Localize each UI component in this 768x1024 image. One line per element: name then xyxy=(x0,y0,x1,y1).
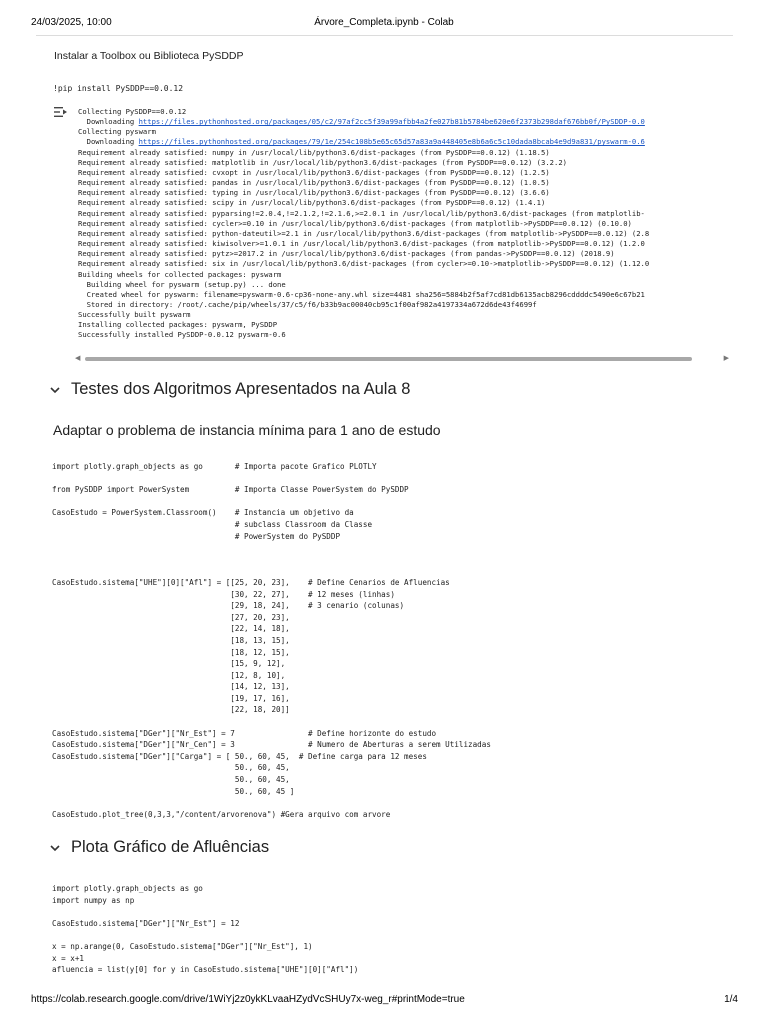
output-line xyxy=(78,158,726,168)
output-line xyxy=(78,290,726,300)
output-line-text: Building wheel for pyswarm (setup.py) ... done xyxy=(78,279,286,289)
output-line xyxy=(78,259,726,269)
print-datetime: 24/03/2025, 10:00 xyxy=(31,17,112,28)
output-line xyxy=(78,300,726,310)
output-line-text: Downloading xyxy=(78,137,139,147)
code-line: [27, 20, 23], xyxy=(52,612,290,622)
code-line: CasoEstudo.sistema["DGer"]["Nr_Cen"] = 3 # Numero de Aberturas a serem Utilizadas xyxy=(52,740,491,750)
output-line-text: Requirement already satisfied: pyparsing!=2.0.4,!=2.1.2,!=2.1.6,>=2.0.1 in /usr/local/lib/python3.6/dist-packages (from matplotlib- xyxy=(78,208,645,218)
output-line-text: Downloading xyxy=(78,117,139,127)
code-line: CasoEstudo.sistema["DGer"]["Carga"] = [ 50., 60, 45, # Define carga para 12 meses xyxy=(52,751,427,761)
chevron-down-icon[interactable] xyxy=(48,383,62,397)
code-line: [14, 12, 13], xyxy=(52,682,290,692)
code-cell-caso-estudo[interactable] xyxy=(52,461,491,820)
output-line xyxy=(78,270,726,280)
code-line: [19, 17, 16], xyxy=(52,693,290,703)
code-line: CasoEstudo = PowerSystem.Classroom() # Instancia um objetivo da xyxy=(52,508,354,518)
output-line xyxy=(78,148,726,158)
output-line-text: Collecting PySDDP==0.0.12 xyxy=(78,107,187,116)
code-line xyxy=(52,554,491,566)
scroll-right-arrow-icon[interactable]: ▶ xyxy=(723,355,729,362)
output-line-text: Requirement already satisfied: pandas in /usr/local/lib/python3.6/dist-packages (from PySDDP==0.0.12) (1.0.5) xyxy=(78,178,550,188)
output-line xyxy=(78,209,726,219)
code-line xyxy=(52,496,491,508)
code-line xyxy=(52,929,358,941)
code-line xyxy=(52,797,491,809)
output-line-text: Successfully installed PySDDP-0.0.12 pyswarm-0.6 xyxy=(78,330,286,340)
output-line-text: Requirement already satisfied: pytz>=2017.2 in /usr/local/lib/python3.6/dist-packages (from pandas->PySDDP==0.0.12) (2018.9) xyxy=(78,249,615,259)
code-line: CasoEstudo.sistema["UHE"][0]["Afl"] = [[25, 20, 23], # Define Cenarios de Afluencias xyxy=(52,577,450,587)
code-cell-plot-afluencias[interactable] xyxy=(52,883,358,976)
code-line: import numpy as np xyxy=(52,895,135,905)
output-line-text: Requirement already satisfied: cycler>=0.10 in /usr/local/lib/python3.6/dist-packages (from matplotlib->PySDDP==0.0.12) (0.10.0) xyxy=(78,218,632,228)
output-line xyxy=(78,127,726,137)
code-line: x = x+1 xyxy=(52,953,85,963)
output-line-text: Requirement already satisfied: scipy in /usr/local/lib/python3.6/dist-packages (from PySDDP==0.0.12) (1.4.1) xyxy=(78,198,546,208)
output-line xyxy=(78,320,726,330)
download-link[interactable]: https://files.pythonhosted.org/packages/79/1e/254c108b5e65c65d57a83a9a448405e8b6a6c5c10dada8bcab4e9d9a831/pyswarm-0.6 xyxy=(138,137,645,147)
output-line xyxy=(78,310,726,320)
code-line: [18, 12, 15], xyxy=(52,647,290,657)
code-line: CasoEstudo.plot_tree(0,3,3,"/content/arvorenova") #Gera arquivo com arvore xyxy=(52,809,391,819)
output-line xyxy=(78,188,726,198)
output-line xyxy=(78,198,726,208)
code-line: [12, 8, 10], xyxy=(52,670,286,680)
code-line: [22, 18, 20]] xyxy=(52,705,290,715)
code-line xyxy=(52,716,491,728)
install-text-cell: Instalar a Toolbox ou Biblioteca PySDDP xyxy=(54,50,244,62)
output-line-text: Collecting pyswarm xyxy=(78,127,156,137)
print-header xyxy=(0,0,768,30)
code-line xyxy=(52,542,491,554)
code-line: import plotly.graph_objects as go # Importa pacote Grafico PLOTLY xyxy=(52,462,377,471)
output-line xyxy=(78,178,726,188)
print-url: https://colab.research.google.com/drive/1WiYj2z0ykKLvaaHZydVcSHUy7x-weg_r#printMode=true xyxy=(31,994,465,1005)
code-line xyxy=(52,473,491,485)
output-horizontal-scrollbar[interactable] xyxy=(73,355,729,363)
section-header-plota[interactable] xyxy=(48,838,269,857)
code-line: [29, 18, 24], # 3 cenario (colunas) xyxy=(52,601,405,611)
output-line-text: Stored in directory: /root/.cache/pip/wheels/37/c5/f6/b33b9ac00040cb95c1f00af982a4197334a672d6de43f4699f xyxy=(78,299,537,309)
section-title: Testes dos Algoritmos Apresentados na Aula 8 xyxy=(71,380,411,399)
code-line xyxy=(52,565,491,577)
code-line xyxy=(52,906,358,918)
code-line: # subclass Classroom da Classe xyxy=(52,519,373,529)
output-line-text: Building wheels for collected packages: pyswarm xyxy=(78,269,282,279)
output-line-text: Requirement already satisfied: kiwisolver>=1.0.1 in /usr/local/lib/python3.6/dist-packages (from matplotlib->PySDDP==0.0.12) (1.2.0 xyxy=(78,239,645,249)
download-link[interactable]: https://files.pythonhosted.org/packages/05/c2/97af2cc5f39a99afbb4a2fe027b81b5784be620e6f2373b298daf676bb0f/PySDDP-0.0 xyxy=(138,117,645,127)
code-line: 50., 60, 45, xyxy=(52,763,290,773)
code-line: x = np.arange(0, CasoEstudo.sistema["DGer"]["Nr_Est"], 1) xyxy=(52,941,313,951)
code-line: [15, 9, 12], xyxy=(52,659,286,669)
install-code-cell[interactable]: !pip install PySDDP==0.0.12 xyxy=(53,84,184,93)
install-output xyxy=(78,107,726,352)
subtitle-text-cell: Adaptar o problema de instancia mínima para 1 ano de estudo xyxy=(53,422,441,438)
header-divider xyxy=(36,35,733,36)
code-line: # PowerSystem do PySDDP xyxy=(52,531,341,541)
code-line: import plotly.graph_objects as go xyxy=(52,884,203,893)
output-line-text: Requirement already satisfied: cvxopt in /usr/local/lib/python3.6/dist-packages (from PySDDP==0.0.12) (1.2.5) xyxy=(78,167,550,177)
code-line: [22, 14, 18], xyxy=(52,624,290,634)
output-toggle-icon[interactable] xyxy=(53,105,69,119)
output-line-text: Requirement already satisfied: numpy in /usr/local/lib/python3.6/dist-packages (from PySDDP==0.0.12) (1.18.5) xyxy=(78,147,550,157)
output-line xyxy=(78,107,726,117)
output-line-text: Created wheel for pyswarm: filename=pyswarm-0.6-cp36-none-any.whl size=4481 sha256=5884b2f5af7cd81db6135acb8296cddddc5490e6c67b21 xyxy=(78,289,645,299)
code-line: afluencia = list(y[0] for y in CasoEstudo.sistema["UHE"][0]["Afl"]) xyxy=(52,965,359,975)
output-line xyxy=(78,117,726,127)
code-line: CasoEstudo.sistema["DGer"]["Nr_Est"] = 12 xyxy=(52,918,240,928)
output-line-text: Successfully built pyswarm xyxy=(78,310,191,320)
chevron-down-icon[interactable] xyxy=(48,841,62,855)
code-line: 50., 60, 45 ] xyxy=(52,786,295,796)
output-line-text: Requirement already satisfied: six in /usr/local/lib/python3.6/dist-packages (from cycler>=0.10->matplotlib->PySDDP==0.0.12) (1.12.0 xyxy=(78,259,650,269)
output-line xyxy=(78,330,726,340)
scrollbar-thumb[interactable] xyxy=(85,357,692,361)
code-line: [18, 13, 15], xyxy=(52,635,290,645)
output-line xyxy=(78,280,726,290)
section-title: Plota Gráfico de Afluências xyxy=(71,838,270,857)
output-line xyxy=(78,168,726,178)
code-line: 50., 60, 45, xyxy=(52,775,290,785)
output-line xyxy=(78,219,726,229)
code-line: [30, 22, 27], # 12 meses (linhas) xyxy=(52,589,395,599)
output-line xyxy=(78,239,726,249)
code-line: from PySDDP import PowerSystem # Importa Classe PowerSystem do PySDDP xyxy=(52,485,409,495)
print-title: Árvore_Completa.ipynb - Colab xyxy=(314,17,454,28)
section-header-testes[interactable] xyxy=(48,380,410,399)
output-line-text: Requirement already satisfied: typing in /usr/local/lib/python3.6/dist-packages (from PySDDP==0.0.12) (3.6.6) xyxy=(78,188,550,198)
output-line xyxy=(78,229,726,239)
scroll-left-arrow-icon[interactable]: ◀ xyxy=(75,355,81,362)
output-line-text: Installing collected packages: pyswarm, PySDDP xyxy=(78,320,278,330)
output-line xyxy=(78,249,726,259)
output-line xyxy=(78,137,726,147)
code-line: CasoEstudo.sistema["DGer"]["Nr_Est"] = 7 # Define horizonte do estudo xyxy=(52,728,437,738)
output-line-text: Requirement already satisfied: matplotlib in /usr/local/lib/python3.6/dist-packages (from PySDDP==0.0.12) (3.2.2) xyxy=(78,157,567,167)
output-line-text: Requirement already satisfied: python-dateutil>=2.1 in /usr/local/lib/python3.6/dist-packages (from matplotlib->PySDDP==0.0.12) (2.8 xyxy=(78,228,650,238)
print-page-number: 1/4 xyxy=(724,994,738,1005)
